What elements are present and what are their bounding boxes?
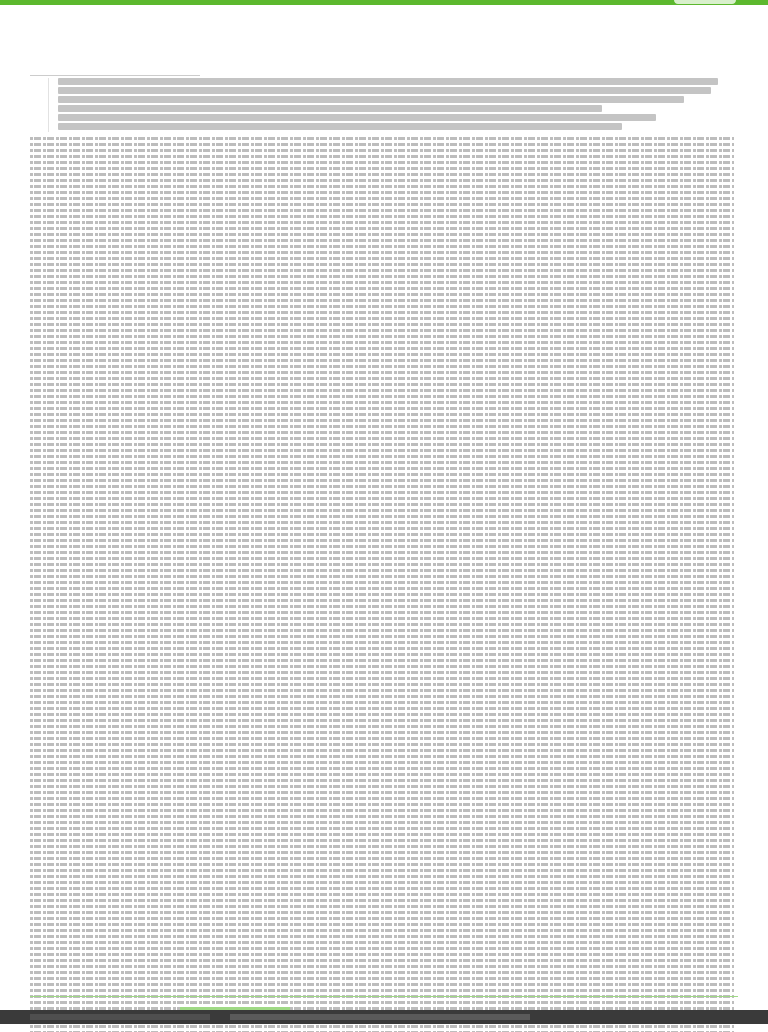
- meta-line: [58, 114, 656, 121]
- article-body: [30, 136, 738, 1032]
- site-header: [30, 8, 738, 20]
- article-footer: [30, 996, 738, 1005]
- meta-line: [58, 87, 711, 94]
- byline: [30, 67, 200, 76]
- meta-line: [58, 105, 602, 112]
- article-title: [30, 23, 738, 49]
- meta-line: [58, 96, 684, 103]
- meta-line: [58, 78, 718, 85]
- article-page: [30, 8, 738, 1008]
- article-meta: [30, 78, 738, 132]
- bottom-bar-left: [30, 1014, 210, 1020]
- bottom-bar-link[interactable]: [230, 1014, 530, 1020]
- meta-gutter: [8, 78, 49, 132]
- top-menu-button[interactable]: [674, 0, 736, 4]
- meta-line: [58, 123, 622, 130]
- article-subtitle: [30, 51, 738, 63]
- top-accent-bar: [0, 0, 768, 5]
- body-right-edge: [734, 136, 738, 1032]
